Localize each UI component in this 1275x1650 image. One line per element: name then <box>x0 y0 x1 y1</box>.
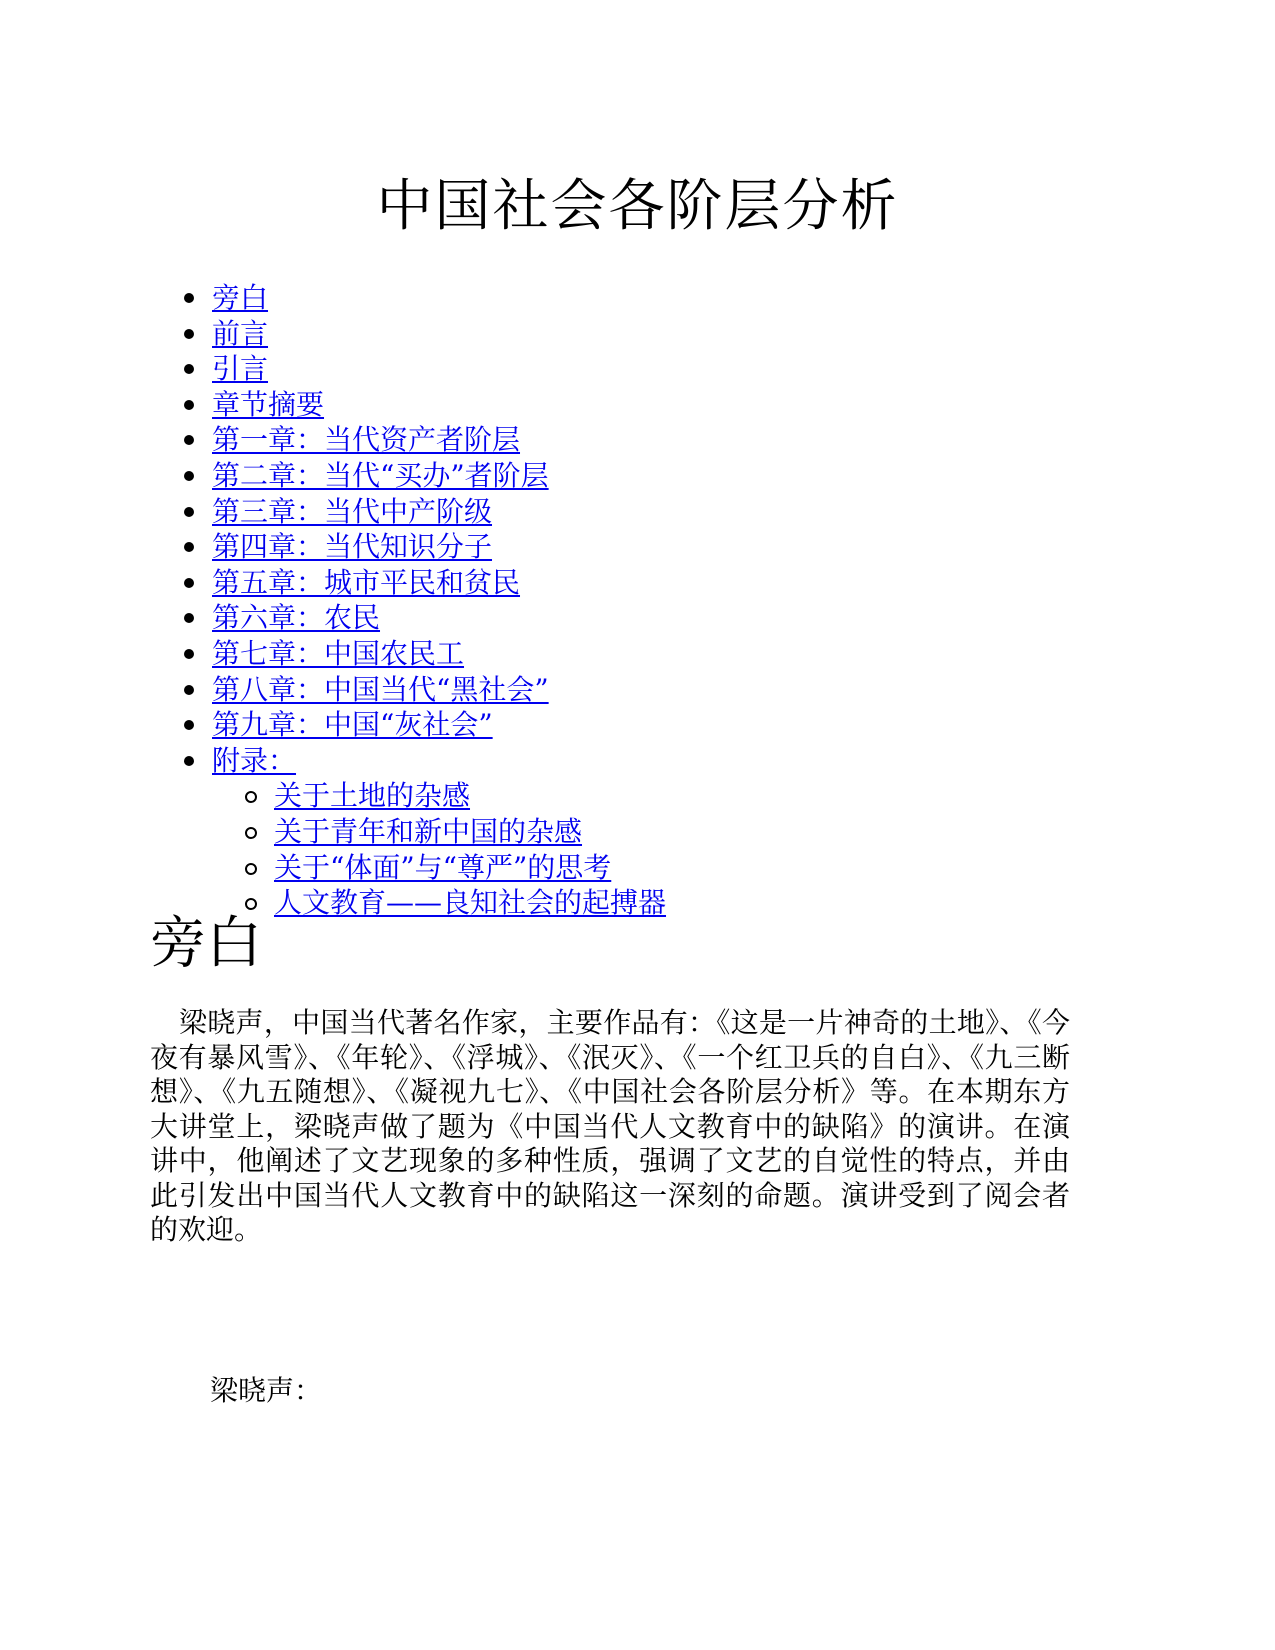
toc-link-appendix-land[interactable]: 关于土地的杂感 <box>274 779 471 813</box>
toc-link-chapter-6[interactable]: 第六章：农民 <box>212 601 381 635</box>
bullet-icon <box>184 364 194 374</box>
toc-item <box>150 316 666 352</box>
toc-subitem <box>150 778 666 814</box>
bullet-icon <box>184 400 194 410</box>
toc-item <box>150 422 666 458</box>
toc-item <box>150 529 666 565</box>
toc-item <box>150 707 666 743</box>
toc-link-summary[interactable]: 章节摘要 <box>212 387 325 421</box>
toc-link-chapter-7[interactable]: 第七章：中国农民工 <box>212 636 465 670</box>
bullet-icon <box>184 578 194 588</box>
toc-link-chapter-4[interactable]: 第四章：当代知识分子 <box>212 530 493 564</box>
bullet-icon <box>184 293 194 303</box>
bullet-icon <box>184 329 194 339</box>
toc-link-pangbai[interactable]: 旁白 <box>212 281 269 314</box>
toc-link-chapter-3[interactable]: 第三章：当代中产阶级 <box>212 494 493 528</box>
bullet-icon <box>184 471 194 481</box>
bullet-icon <box>184 542 194 552</box>
bullet-icon <box>184 649 194 659</box>
bullet-icon <box>184 613 194 623</box>
toc-item <box>150 600 666 636</box>
hollow-bullet-icon <box>245 827 257 839</box>
toc-link-yinyan[interactable]: 引言 <box>212 352 269 386</box>
bullet-icon <box>184 507 194 517</box>
speaker-label: 梁晓声： <box>210 1374 323 1407</box>
toc-item <box>150 494 666 530</box>
document-title: 中国社会各阶层分析 <box>376 174 899 239</box>
hollow-bullet-icon <box>245 791 257 803</box>
toc-link-appendix[interactable]: 附录： <box>212 743 297 777</box>
toc-link-chapter-5[interactable]: 第五章：城市平民和贫民 <box>212 565 521 599</box>
toc-item <box>150 280 666 316</box>
toc-item <box>150 565 666 601</box>
table-of-contents <box>150 280 666 921</box>
hollow-bullet-icon <box>245 898 257 910</box>
toc-link-chapter-8[interactable]: 第八章：中国当代“黑社会” <box>212 672 549 706</box>
toc-link-appendix-education[interactable]: 人文教育——良知社会的起搏器 <box>274 886 667 920</box>
toc-item <box>150 672 666 708</box>
toc-link-appendix-youth[interactable]: 关于青年和新中国的杂感 <box>274 814 583 848</box>
toc-link-appendix-dignity[interactable]: 关于“体面”与“尊严”的思考 <box>274 850 612 884</box>
toc-subitem <box>150 850 666 886</box>
bullet-icon <box>184 756 194 766</box>
toc-item <box>150 351 666 387</box>
section-paragraph: 梁晓声，中国当代著名作家，主要作品有：《这是一片神奇的土地》、《今夜有暴风雪》、《年轮》、《浮城》、《泯灭》、《一个红卫兵的自白》、《九三断想》、《九五随想》、《凝视九七》、《中国社会各阶层分析》等。在本期东方大讲堂上，梁晓声做了题为《中国当代人文教育中的缺陷》的演讲。在演讲中，他阐述了文艺现象的多种性质，强调了文艺的自觉性的特点，并由此引发出中国当代人文教育中的缺陷这一深刻的命题。演讲受到了阅会者的欢迎。 <box>150 1006 1070 1246</box>
toc-link-chapter-1[interactable]: 第一章：当代资产者阶层 <box>212 423 521 457</box>
bullet-icon <box>184 685 194 695</box>
hollow-bullet-icon <box>245 863 257 875</box>
bullet-icon <box>184 435 194 445</box>
toc-item <box>150 636 666 672</box>
toc-link-chapter-2[interactable]: 第二章：当代“买办”者阶层 <box>212 458 549 492</box>
section-heading: 旁白 <box>150 911 262 976</box>
toc-link-chapter-9[interactable]: 第九章：中国“灰社会” <box>212 708 493 742</box>
bullet-icon <box>184 720 194 730</box>
toc-item <box>150 743 666 779</box>
toc-item <box>150 458 666 494</box>
toc-link-qianyan[interactable]: 前言 <box>212 316 269 350</box>
toc-item <box>150 387 666 423</box>
toc-subitem <box>150 814 666 850</box>
